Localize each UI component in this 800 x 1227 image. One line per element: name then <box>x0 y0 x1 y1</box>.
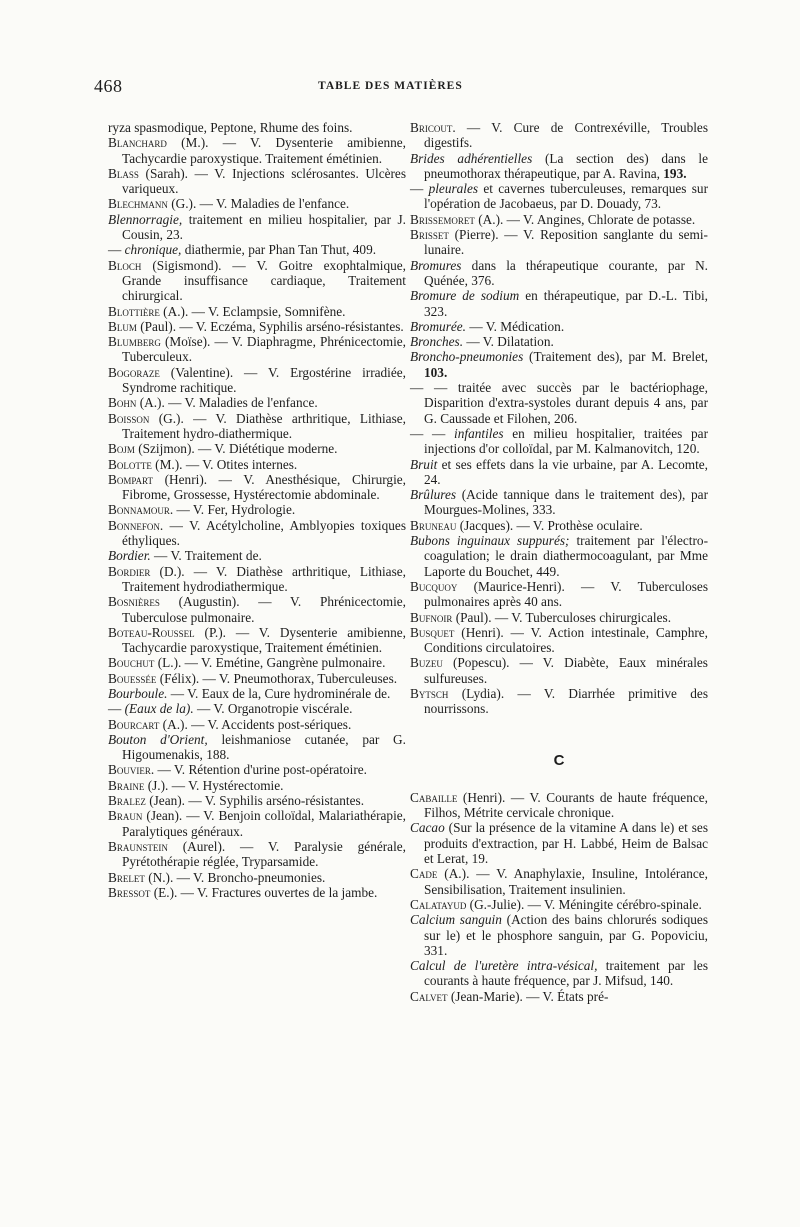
entry-author-name: Calatayud <box>410 896 467 912</box>
index-entry <box>410 120 708 151</box>
entry-author-name: Bouchut <box>108 655 155 671</box>
entry-author-name: Bosnières <box>108 594 160 610</box>
entry-author-name: Blumberg <box>108 334 161 350</box>
right-column <box>410 120 708 1004</box>
entry-italic-term: Bordier. <box>108 548 151 564</box>
entry-italic-term: Brides adhérentielles <box>410 150 533 166</box>
index-entry <box>410 686 708 717</box>
entry-text: — — traitée avec succès par le bactériophage, Disparition d'extra-systoles durant depuis 4 ans, par G. Caussade et Filohen, 206. <box>410 380 708 426</box>
entry-text: (Szijmon). — V. Diététique moderne. <box>134 441 338 457</box>
running-head: TABLE DES MATIÈRES <box>318 80 463 92</box>
index-entry <box>410 227 708 258</box>
entry-italic-term: Bromure de sodium <box>410 288 520 304</box>
entry-text: (Henri). — V. Anesthésique, Chirurgie, Fibrome, Grossesse, Hystérectomie abdominale. <box>122 471 406 503</box>
entry-italic-term: Bourboule. <box>108 685 168 701</box>
index-entry <box>410 518 708 533</box>
entry-italic-term: Bromures <box>410 257 462 273</box>
index-entry <box>108 411 406 442</box>
entry-text: (D.). — V. Diathèse arthritique, Lithiase, Traitement hydrodiathermique. <box>122 563 406 594</box>
index-entry <box>410 912 708 958</box>
entry-author-name: Bonnefon <box>108 517 160 533</box>
entry-text: — V. Eaux de la, Cure hydrominérale de. <box>167 685 391 701</box>
entry-italic-term: Brûlures <box>410 487 457 503</box>
entry-text: . — V. Acétylcholine, Amblyopies toxiques éthyliques. <box>122 517 406 549</box>
entry-author-name: Bohn <box>108 395 137 411</box>
index-entry <box>108 594 406 625</box>
index-entry <box>108 472 406 503</box>
index-entry <box>108 258 406 304</box>
entry-author-name: Blanchard <box>108 135 167 151</box>
index-entry <box>108 441 406 456</box>
entry-text: (Henri). — V. Courants de haute fréquence, Filhos, Métrite cervicale chronique. <box>424 789 708 821</box>
entry-author-name: Bufnoir <box>410 609 453 625</box>
index-entry <box>410 258 708 289</box>
entry-italic-term: pleurales <box>428 181 479 197</box>
entry-bold-page: 103. <box>424 364 448 380</box>
page-header <box>0 76 800 100</box>
entry-italic-term: Bruit <box>410 456 438 472</box>
entry-text: (Traitement des), par M. Brelet, <box>523 349 708 365</box>
index-entry <box>108 671 406 686</box>
entry-text: (Action des bains chlorurés sodiques sur le) et le phosphore sanguin, par G. Popoviciu, 331. <box>424 912 708 958</box>
entry-text: (Acide tannique dans le traitement des), par Mourgues-Molines, 333. <box>424 487 708 518</box>
index-entry <box>410 319 708 334</box>
entry-text: (G.). — V. Diathèse arthritique, Lithiase, Traitement hydro-diathermique. <box>122 410 406 441</box>
entry-text: (A.). — V. Eclampsie, Somnifène. <box>159 303 346 319</box>
entry-text: (J.). — V. Hystérectomie. <box>144 777 284 793</box>
entry-italic-term: Broncho-pneumonies <box>410 349 524 365</box>
index-entry <box>410 579 708 610</box>
entry-author-name: Bogoraze <box>108 364 160 380</box>
entry-italic-term: Cacao <box>410 820 445 836</box>
entry-italic-term: Bubons inguinaux suppurés; <box>410 533 570 549</box>
entry-author-name: Brissemoret <box>410 211 475 227</box>
entry-text: — — <box>410 425 455 441</box>
entry-author-name: Bouvier <box>108 762 151 778</box>
entry-author-name: Blottière <box>108 303 160 319</box>
entry-author-name: Blechmann <box>108 196 168 212</box>
entry-text: (G.-Julie). — V. Méningite cérébro-spinale. <box>466 896 702 912</box>
index-entry <box>410 655 708 686</box>
index-entry <box>108 319 406 334</box>
index-entry <box>410 334 708 349</box>
entry-author-name: Blass <box>108 165 139 181</box>
index-entry <box>410 380 708 426</box>
index-entry <box>108 762 406 777</box>
index-entry <box>108 196 406 211</box>
index-entry <box>410 958 708 989</box>
entry-text: (M.). — V. Dysenterie amibienne, Tachycardie paroxystique. Traitement émétinien. <box>122 135 406 166</box>
entry-text: (Moïse). — V. Diaphragme, Phrénicectomie, Tuberculeux. <box>122 334 406 365</box>
entry-italic-term: Bronches. <box>410 334 464 350</box>
index-entry <box>108 885 406 900</box>
entry-author-name: Blum <box>108 318 137 334</box>
entry-text: (Paul). — V. Tuberculoses chirurgicales. <box>452 609 672 625</box>
entry-text: (Jean). — V. Syphilis arséno-résistantes. <box>145 793 365 809</box>
index-entry <box>410 487 708 518</box>
entry-text: . — V. Cure de Contrexéville, Troubles digestifs. <box>424 120 708 151</box>
entry-text: — V. Organotropie viscérale. <box>193 701 353 717</box>
entry-author-name: Boisson <box>108 410 150 426</box>
entry-text: (La section des) dans le pneumothorax thérapeutique, par A. Ravina, <box>424 150 709 181</box>
index-entry <box>410 151 708 182</box>
entry-author-name: Bralez <box>108 793 146 809</box>
entry-text: (A.). — V. Angines, Chlorate de potasse. <box>474 211 696 227</box>
entry-italic-term: infantiles <box>454 425 504 441</box>
entry-text: (Lydia). — V. Diarrhée primitive des nourrissons. <box>424 685 708 717</box>
entry-text: (A.). — V. Maladies de l'enfance. <box>136 395 318 411</box>
right-column-b-entries <box>410 120 708 717</box>
entry-text: en thérapeutique, par D.-L. Tibi, 323. <box>424 288 708 319</box>
entry-text: — V. Dilatation. <box>463 334 554 350</box>
entry-author-name: Bytsch <box>410 685 449 701</box>
index-entry <box>108 655 406 670</box>
index-entry <box>108 870 406 885</box>
entry-author-name: Cade <box>410 866 438 882</box>
index-entry <box>108 717 406 732</box>
entry-text: — <box>108 242 125 258</box>
index-entry <box>108 732 406 763</box>
entry-author-name: Bordier <box>108 563 151 579</box>
entry-italic-term: Calcul de l'uretère intra-vésical, <box>410 958 598 974</box>
index-entry <box>410 212 708 227</box>
entry-italic-term: chronique, <box>124 242 182 258</box>
page-number: 468 <box>94 76 123 96</box>
entry-text: traitement par les courants à haute fréquence, par J. Mifsud, 140. <box>424 958 708 989</box>
entry-text: — <box>410 181 429 197</box>
entry-text: (Aurel). — V. Paralysie générale, Pyrétothérapie réglée, Tryparsamide. <box>122 838 406 870</box>
index-entry <box>410 457 708 488</box>
entry-text: (P.). — V. Dysenterie amibienne, Tachycardie paroxystique, Traitement émétinien. <box>122 624 406 656</box>
index-entry <box>108 502 406 517</box>
entry-bold-page: 193. <box>663 165 687 181</box>
entry-author-name: Braine <box>108 777 145 793</box>
entry-author-name: Brelet <box>108 869 145 885</box>
entry-text: traitement en milieu hospitalier, par J. Cousin, 23. <box>122 211 406 243</box>
index-entry <box>108 457 406 472</box>
entry-text: (Jean-Marie). — V. États pré- <box>447 988 609 1004</box>
entry-author-name: Braun <box>108 808 143 824</box>
entry-italic-term: Blennorragie, <box>108 211 183 227</box>
entry-text: (L.). — V. Emétine, Gangrène pulmonaire. <box>154 655 386 671</box>
index-entry <box>108 625 406 656</box>
entry-author-name: Bruneau <box>410 517 457 533</box>
entry-text: — <box>108 701 125 717</box>
entry-text: en milieu hospitalier, traitées par injections d'or colloïdal, par M. Kalmanovitch, 120. <box>424 425 708 457</box>
index-entry <box>108 548 406 563</box>
entry-text: (Sarah). — V. Injections sclérosantes. Ulcères variqueux. <box>122 165 406 197</box>
index-entry <box>108 242 406 257</box>
index-entry <box>410 866 708 897</box>
entry-italic-term: Bouton d'Orient, <box>108 731 208 747</box>
entry-author-name: Cabaille <box>410 789 458 805</box>
entry-text: (E.). — V. Fractures ouvertes de la jambe. <box>150 884 378 900</box>
entry-author-name: Brisset <box>410 227 449 243</box>
entry-text: (Valentine). — V. Ergostérine irradiée, Syndrome rachitique. <box>122 364 406 396</box>
entry-text: (Sur la présence de la vitamine A dans le) et ses produits d'extraction, par H. Labbé, Heim de Balsac et Lerat, 19. <box>424 820 708 867</box>
index-entry <box>108 120 406 135</box>
entry-author-name: Bressot <box>108 884 151 900</box>
entry-text: (Sigismond). — V. Goitre exophtalmique, Grande insuffisance cardiaque, Traitement chirurgical. <box>122 257 406 304</box>
entry-text: (N.). — V. Broncho-pneumonies. <box>144 869 326 885</box>
entry-author-name: Bucquoy <box>410 578 458 594</box>
entry-text: — V. Traitement de. <box>150 548 262 564</box>
entry-italic-term: (Eaux de la). <box>124 701 194 717</box>
entry-text: (A.). — V. Anaphylaxie, Insuline, Intolérance, Sensibilisation, Traitement insulinien. <box>424 866 708 897</box>
index-entry <box>108 365 406 396</box>
entry-text: (Paul). — V. Eczéma, Syphilis arséno-résistantes. <box>136 318 404 334</box>
entry-author-name: Bonnamour <box>108 502 170 518</box>
index-entry <box>108 135 406 166</box>
entry-italic-term: Calcium sanguin <box>410 912 502 928</box>
entry-text: ryza spasmodique, Peptone, Rhume des foins. <box>108 120 353 135</box>
entry-text: diathermie, par Phan Tan Thut, 409. <box>181 242 377 258</box>
index-entry <box>108 304 406 319</box>
entry-author-name: Braunstein <box>108 838 168 854</box>
entry-author-name: Bouessée <box>108 670 157 686</box>
index-entry <box>410 288 708 319</box>
entry-text: (Popescu). — V. Diabète, Eaux minérales sulfureuses. <box>424 655 708 686</box>
entry-text: (Maurice-Henri). — V. Tuberculoses pulmonaires après 40 ans. <box>424 578 708 610</box>
left-column <box>108 120 406 900</box>
right-column-c-entries <box>410 790 708 1004</box>
entry-text: (Augustin). — V. Phrénicectomie, Tuberculose pulmonaire. <box>122 594 406 625</box>
entry-text: (G.). — V. Maladies de l'enfance. <box>167 196 350 212</box>
entry-text: (Félix). — V. Pneumothorax, Tuberculeuses. <box>156 670 398 686</box>
index-entry <box>410 989 708 1004</box>
entry-author-name: Bourcart <box>108 716 160 732</box>
entry-author-name: Calvet <box>410 988 448 1004</box>
index-entry <box>410 820 708 866</box>
entry-author-name: Bompart <box>108 471 154 487</box>
index-entry <box>410 897 708 912</box>
entry-text: leishmaniose cutanée, par G. Higoumenakis, 188. <box>122 731 406 763</box>
entry-author-name: Busquet <box>410 624 455 640</box>
index-entry <box>410 181 708 212</box>
entry-author-name: Boteau-Roussel <box>108 624 195 640</box>
index-entry <box>108 212 406 243</box>
index-entry <box>108 839 406 870</box>
entry-text: — V. Médication. <box>466 318 565 334</box>
entry-text: (Jacques). — V. Prothèse oculaire. <box>456 517 643 533</box>
index-entry <box>108 701 406 716</box>
index-entry <box>108 686 406 701</box>
index-entry <box>108 778 406 793</box>
entry-text: (Henri). — V. Action intestinale, Camphre, Conditions circulatoires. <box>424 624 708 656</box>
index-entry <box>410 625 708 656</box>
index-entry <box>410 610 708 625</box>
entry-author-name: Bloch <box>108 257 142 273</box>
entry-text: (M.). — V. Otites internes. <box>151 456 298 472</box>
entry-text: et cavernes tuberculeuses, remarques sur l'opération de Jacobaeus, par D. Douady, 73. <box>424 181 708 212</box>
index-entry <box>410 426 708 457</box>
index-entry <box>410 790 708 821</box>
entry-italic-term: Bromurée. <box>410 318 467 334</box>
entry-text: (Pierre). — V. Reposition sanglante du semi-lunaire. <box>424 227 708 258</box>
entry-author-name: Bricout <box>410 120 453 135</box>
index-entry <box>108 518 406 549</box>
section-letter-c: C <box>553 751 565 769</box>
entry-author-name: Bolotte <box>108 456 152 472</box>
entry-text: (A.). — V. Accidents post-sériques. <box>159 716 352 732</box>
entry-text: (Jean). — V. Benjoin colloïdal, Malariathérapie, Paralytiques généraux. <box>122 808 406 839</box>
entry-author-name: Buzeu <box>410 655 443 671</box>
entry-text: . — V. Fer, Hydrologie. <box>169 502 296 518</box>
entry-text: . — V. Rétention d'urine post-opératoire. <box>150 762 367 778</box>
entry-text: dans la thérapeutique courante, par N. Quénée, 376. <box>424 257 708 288</box>
index-entry <box>410 533 708 579</box>
entry-text: traitement par l'électro-coagulation; le drain diathermocoagulant, par Mme Laporte du Bouchet, 449. <box>424 533 708 579</box>
entry-author-name: Bojm <box>108 441 135 457</box>
index-entry <box>410 349 708 380</box>
index-entry <box>108 808 406 839</box>
index-entry <box>108 793 406 808</box>
index-entry <box>108 564 406 595</box>
index-entry <box>108 395 406 410</box>
index-entry <box>108 334 406 365</box>
index-entry <box>108 166 406 197</box>
entry-text: et ses effets dans la vie urbaine, par A. Lecomte, 24. <box>424 456 708 487</box>
